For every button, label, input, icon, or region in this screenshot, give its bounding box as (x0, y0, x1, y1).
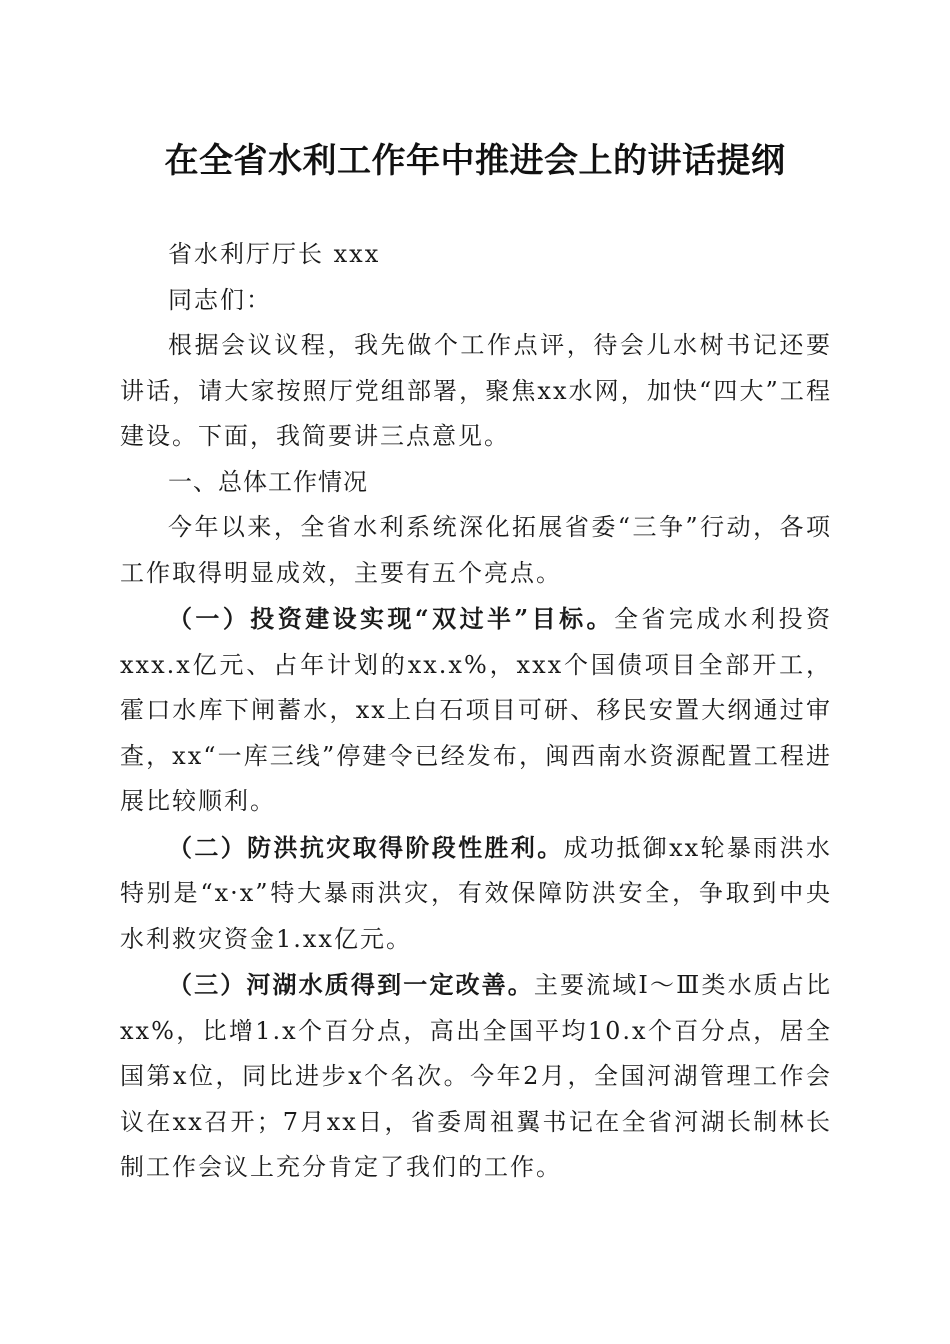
point-heading-1: （一）投资建设实现“双过半”目标。 (168, 604, 614, 633)
intro-paragraph: 根据会议议程，我先做个工作点评，待会儿水树书记还要讲话，请大家按照厅党组部署，聚焦xx水网，加快“四大”工程建设。下面，我简要讲三点意见。 (120, 331, 832, 450)
point-paragraph-3 (120, 962, 832, 1191)
document-body (120, 232, 832, 1191)
point-paragraph-2 (120, 825, 832, 963)
section-intro-paragraph: 今年以来，全省水利系统深化拓展省委“三争”行动，各项工作取得明显成效，主要有五个亮点。 (120, 513, 832, 587)
salutation: 同志们： (168, 285, 272, 314)
point-body-2: 成功抵御xx轮暴雨洪水特别是“x·x”特大暴雨洪灾，有效保障防洪安全，争取到中央水利救灾资金1.xx亿元。 (120, 833, 832, 953)
point-heading-2: （二）防洪抗灾取得阶段性胜利。 (168, 832, 564, 862)
point-heading-3: （三）河湖水质得到一定改善。 (168, 970, 534, 999)
point-body-3: 主要流域Ⅰ～Ⅲ类水质占比xx%，比增1.x个百分点，高出全国平均10.x个百分点，居全国第x位，同比进步x个名次。今年2月，全国河湖管理工作会议在xx召开；7月xx日，省委周祖翼书记在全省河湖长制林长制工作会议上充分肯定了我们的工作。 (120, 971, 832, 1181)
point-paragraph-1 (120, 596, 832, 825)
author-line: 省水利厅厅长 xxx (168, 240, 381, 268)
document-title: 在全省水利工作年中推进会上的讲话提纲 (164, 141, 786, 181)
section-heading: 一、总体工作情况 (168, 467, 368, 496)
point-body-1: 全省完成水利投资xxx.x亿元、占年计划的xx.x%，xxx个国债项目全部开工，霍口水库下闸蓄水，xx上白石项目可研、移民安置大纲通过审查，xx“一库三线”停建令已经发布，闽西南水资源配置工程进展比较顺利。 (120, 605, 832, 815)
